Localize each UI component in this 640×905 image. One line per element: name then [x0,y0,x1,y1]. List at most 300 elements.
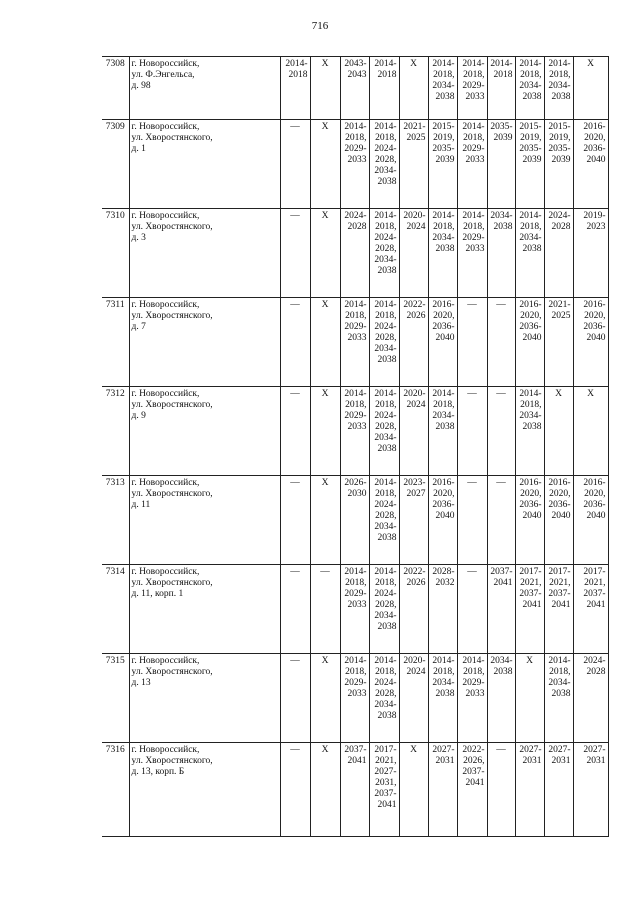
period-line: 2018, [375,133,397,143]
address-line: г. Новороссийск, [131,389,200,399]
period-line: 2018, [433,667,455,677]
period-line: 2034- [432,411,455,421]
period-line: 2018, [375,222,397,232]
period-line: 2027- [432,745,455,755]
period-line: 2038 [493,667,513,677]
period-line: 2016- [432,478,455,488]
address-line: ул. Хворостянского, [131,578,213,588]
period-line: X [410,745,417,755]
period-line: 2028, [375,689,397,699]
address-line: г. Новороссийск, [131,59,200,69]
period-cell [428,743,457,837]
period-line: 2037- [548,589,571,599]
period-line: 2034- [374,522,397,532]
period-line: X [555,389,562,399]
period-cell [310,209,340,298]
period-line: 2020, [520,311,542,321]
period-cell [399,387,428,476]
period-line: 2033 [347,689,367,699]
period-line: 2018, [520,70,542,80]
period-cell [573,387,608,476]
period-line: — [290,211,300,221]
period-line: 2020- [403,211,426,221]
period-line: 2041 [377,800,397,810]
period-cell [310,476,340,565]
period-line: 2014- [374,122,397,132]
period-line: 2028- [432,567,455,577]
period-line: 2029- [344,322,367,332]
period-line: 2038 [522,244,542,254]
period-line: — [467,389,477,399]
period-cell [457,57,487,120]
period-line: 2034- [519,81,542,91]
period-line: 2018, [345,400,367,410]
period-line: — [496,745,506,755]
period-line: 2029- [344,411,367,421]
period-line: 2031 [435,756,455,766]
period-line: 2034- [548,678,571,688]
period-line: 2029- [344,678,367,688]
address-line: г. Новороссийск, [131,745,200,755]
period-cell [544,743,573,837]
period-line: 2014- [462,122,485,132]
period-cell [515,298,544,387]
period-line: 2034- [519,411,542,421]
row-number: 7316 [102,743,129,837]
period-line: 2018, [345,578,367,588]
period-line: 2040 [586,155,606,165]
period-line: 2018, [549,667,571,677]
period-line: — [290,122,300,132]
period-line: 2024- [374,589,397,599]
period-cell [369,654,399,743]
period-line: 2043 [347,70,367,80]
period-line: 2027- [519,745,542,755]
period-cell [369,120,399,209]
row-number: 7310 [102,209,129,298]
period-line: 2038 [551,689,571,699]
period-line: 2018, [375,311,397,321]
period-line: 2018, [549,70,571,80]
table-row [102,57,608,120]
period-cell [369,565,399,654]
period-line: 2028 [347,222,367,232]
page-number: 716 [311,20,329,32]
period-line: 2039 [435,155,455,165]
period-line: 2038 [377,177,397,187]
period-line: 2014- [432,211,455,221]
period-line: 2028, [375,511,397,521]
period-line: 2036- [519,322,542,332]
period-line: 2018, [345,311,367,321]
period-cell [457,565,487,654]
period-line: 2034- [490,211,513,221]
period-cell [515,57,544,120]
period-cell [544,387,573,476]
period-line: 2038 [377,622,397,632]
period-line: 2014- [374,211,397,221]
period-line: 2020- [403,389,426,399]
period-cell [340,565,369,654]
period-line: 2040 [586,333,606,343]
address-line: д. 3 [131,233,146,243]
period-cell [487,565,515,654]
address-line: д. 11, корп. 1 [131,589,184,599]
period-line: 2018 [288,70,308,80]
address-line: ул. Хворостянского, [131,667,213,677]
period-line: 2024- [548,211,571,221]
period-cell [573,565,608,654]
period-line: 2029- [462,678,485,688]
period-line: 2036- [583,500,606,510]
period-line: 2026 [406,311,426,321]
period-line: 2029- [344,589,367,599]
address-cell [129,298,280,387]
period-cell [428,57,457,120]
period-line: 2036- [432,500,455,510]
period-line: 2018, [345,667,367,677]
period-cell [544,654,573,743]
period-line: 2041 [522,600,542,610]
period-line: 2038 [493,222,513,232]
period-cell [369,209,399,298]
period-line: 2040 [551,511,571,521]
period-cell [487,298,515,387]
period-cell [280,57,310,120]
address-line: ул. Хворостянского, [131,756,213,766]
address-line: ул. Хворостянского, [131,133,213,143]
period-line: 2035- [490,122,513,132]
period-line: 2017- [548,567,571,577]
table-row [102,120,608,209]
period-cell [515,120,544,209]
period-line: 2033 [465,244,485,254]
period-line: 2034- [374,166,397,176]
table-row [102,654,608,743]
period-line: 2034- [490,656,513,666]
table-row [102,476,608,565]
period-line: 2014- [548,59,571,69]
period-line: 2040 [522,511,542,521]
period-cell [457,120,487,209]
period-line: 2038 [435,92,455,102]
period-cell [399,298,428,387]
period-cell [280,654,310,743]
period-line: 2019, [520,133,542,143]
period-line: 2014- [344,389,367,399]
period-line: X [321,389,329,399]
period-line: 2024 [406,667,426,677]
period-cell [573,743,608,837]
period-line: 2038 [435,422,455,432]
period-line: 2029- [462,233,485,243]
period-line: 2034- [432,81,455,91]
period-line: 2021, [549,578,571,588]
period-cell [340,120,369,209]
address-line: д. 11 [131,500,151,510]
period-line: 2014- [519,211,542,221]
period-cell [487,476,515,565]
period-line: 2037- [462,767,485,777]
period-line: 2020, [433,311,455,321]
period-line: 2014- [374,59,397,69]
period-cell [457,209,487,298]
period-cell [310,654,340,743]
period-line: 2018, [375,400,397,410]
period-line: 2016- [432,300,455,310]
period-line: 2038 [377,266,397,276]
period-line: 2018, [433,70,455,80]
period-cell [399,120,428,209]
period-line: 2016- [519,478,542,488]
row-number: 7308 [102,57,129,120]
period-cell [544,57,573,120]
period-line: 2024 [406,400,426,410]
period-cell [573,476,608,565]
period-line: 2033 [347,333,367,343]
period-cell [280,298,310,387]
address-line: д. 13 [131,678,151,688]
address-cell [129,743,280,837]
period-line: 2017- [583,567,606,577]
period-line: 2027- [374,767,397,777]
period-line: — [290,567,300,577]
period-line: 2020, [549,489,571,499]
period-line: 2018, [433,222,455,232]
period-line: 2038 [435,689,455,699]
period-line: 2021, [520,578,542,588]
period-line: — [290,478,300,488]
address-line: д. 98 [131,81,151,91]
period-cell [340,57,369,120]
address-cell [129,120,280,209]
period-line: 2018, [375,578,397,588]
period-cell [573,120,608,209]
period-cell [428,387,457,476]
period-cell [369,743,399,837]
period-line: 2024- [374,500,397,510]
period-cell [340,298,369,387]
address-line: г. Новороссийск, [131,656,200,666]
period-line: 2034- [374,344,397,354]
period-line: 2029- [462,144,485,154]
address-line: ул. Хворостянского, [131,222,213,232]
period-cell [280,120,310,209]
period-line: — [467,478,477,488]
period-line: 2036- [583,322,606,332]
period-line: X [587,59,594,69]
period-line: 2037- [374,789,397,799]
period-cell [573,57,608,120]
period-line: 2014- [432,59,455,69]
period-line: 2014- [519,389,542,399]
period-cell [310,120,340,209]
period-line: 2018, [433,400,455,410]
period-line: 2016- [548,478,571,488]
registry-table [102,56,609,837]
period-cell [515,743,544,837]
period-cell [515,476,544,565]
period-cell [310,387,340,476]
period-line: 2026- [344,478,367,488]
period-cell [369,298,399,387]
period-cell [573,209,608,298]
period-line: 2018, [375,489,397,499]
period-line: 2035- [519,144,542,154]
period-line: 2021- [403,122,426,132]
period-line: 2018, [463,133,485,143]
period-line: 2039 [551,155,571,165]
period-line: 2014- [374,300,397,310]
period-line: — [496,478,506,488]
period-cell [428,298,457,387]
period-line: 2033 [347,600,367,610]
period-line: 2020- [403,656,426,666]
period-line: X [587,389,594,399]
period-cell [369,476,399,565]
period-line: 2041 [586,600,606,610]
period-cell [399,654,428,743]
period-line: 2027- [583,745,606,755]
row-number: 7312 [102,387,129,476]
period-cell [399,476,428,565]
period-line: 2036- [548,500,571,510]
address-line: ул. Ф.Энгельса, [131,70,195,80]
period-line: 2015- [519,122,542,132]
period-line: 2037- [583,589,606,599]
address-cell [129,57,280,120]
period-line: 2034- [374,700,397,710]
period-line: 2018 [493,70,513,80]
period-line: — [290,656,300,666]
period-line: 2039 [522,155,542,165]
period-line: — [320,567,330,577]
period-line: 2028, [375,333,397,343]
period-line: 2014- [490,59,513,69]
period-line: 2034- [374,255,397,265]
table-row [102,209,608,298]
period-line: 2024- [374,411,397,421]
period-cell [544,209,573,298]
period-line: 2024- [374,144,397,154]
period-cell [457,476,487,565]
period-line: 2014- [374,656,397,666]
period-line: 2019, [549,133,571,143]
period-line: 2034- [374,611,397,621]
period-cell [280,743,310,837]
period-line: 2038 [522,422,542,432]
period-line: 2025 [406,133,426,143]
period-line: 2034- [432,678,455,688]
period-line: 2038 [551,92,571,102]
period-line: 2018, [520,400,542,410]
period-cell [280,476,310,565]
period-line: 2014- [344,122,367,132]
period-cell [515,654,544,743]
period-line: 2040 [586,511,606,521]
period-line: 2024- [374,233,397,243]
period-cell [487,57,515,120]
period-line: 2037- [344,745,367,755]
period-line: 2018, [345,133,367,143]
period-line: 2014- [432,656,455,666]
period-line: 2014- [374,389,397,399]
period-line: 2014- [344,567,367,577]
period-line: 2023- [403,478,426,488]
period-line: — [496,389,506,399]
period-cell [544,298,573,387]
address-line: д. 1 [131,144,146,154]
period-cell [399,57,428,120]
period-cell [310,57,340,120]
period-line: — [290,745,300,755]
period-line: — [467,300,477,310]
period-line: 2028, [375,422,397,432]
period-line: — [290,389,300,399]
period-line: 2017- [374,745,397,755]
period-line: 2040 [435,511,455,521]
period-line: 2031 [551,756,571,766]
period-line: 2043- [344,59,367,69]
period-line: 2014- [432,389,455,399]
period-line: — [290,300,300,310]
period-line: 2015- [432,122,455,132]
address-cell [129,565,280,654]
period-line: 2033 [347,422,367,432]
address-line: д. 7 [131,322,146,332]
period-line: 2038 [377,444,397,454]
period-line: 2034- [374,433,397,443]
period-line: X [321,745,329,755]
period-line: 2023 [586,222,606,232]
address-cell [129,476,280,565]
address-cell [129,209,280,298]
period-line: 2024- [583,656,606,666]
period-cell [573,654,608,743]
period-cell [399,565,428,654]
period-cell [428,565,457,654]
period-cell [340,743,369,837]
period-line: 2028, [375,244,397,254]
address-line: д. 13, корп. Б [131,767,185,777]
address-cell [129,654,280,743]
period-line: 2037- [490,567,513,577]
period-line: 2024 [406,222,426,232]
period-line: 2024- [374,322,397,332]
period-cell [428,654,457,743]
period-cell [573,298,608,387]
period-cell [457,298,487,387]
period-line: — [496,300,506,310]
period-cell [310,743,340,837]
period-cell [280,209,310,298]
row-number: 7315 [102,654,129,743]
period-line: 2027 [406,489,426,499]
period-line: 2014- [462,211,485,221]
period-line: 2034- [432,233,455,243]
period-cell [515,565,544,654]
period-line: X [321,59,329,69]
period-line: 2040 [522,333,542,343]
period-line: 2021- [548,300,571,310]
period-line: 2035- [548,144,571,154]
period-line: 2035- [432,144,455,154]
period-line: 2014- [285,59,308,69]
row-number: 7313 [102,476,129,565]
period-line: 2018, [375,667,397,677]
period-cell [280,387,310,476]
period-line: 2031, [375,778,397,788]
